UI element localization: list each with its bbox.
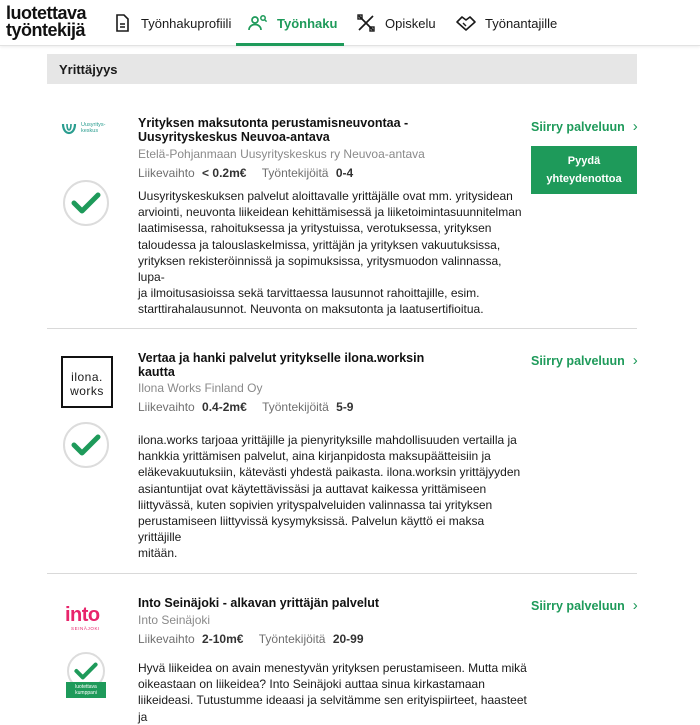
employees-label: Työntekijöitä	[261, 166, 329, 180]
description-line: Uusyrityskeskuksen palvelut aloittavalle yrittäjälle ovat mm. yritysidean	[138, 189, 513, 203]
nav-tyonantajille[interactable]	[456, 0, 557, 46]
card-divider	[47, 328, 637, 329]
service-title-line: Yrityksen maksutonta perustamisneuvontaa -	[138, 116, 409, 130]
chevron-right-icon: ›	[632, 352, 638, 369]
nav-tyonhakuprofiili[interactable]	[112, 0, 231, 46]
description-line: taloudessa ja talouslaskelmissa, yrittäjän ja yrityksen vakuutuksissa,	[138, 237, 501, 252]
service-organization: Into Seinäjoki	[138, 613, 211, 627]
revenue-label: Liikevaihto	[138, 632, 195, 646]
people-search-icon	[248, 13, 268, 33]
description-line: ilona.works tarjoaa yrittäjille ja pienyrityksille mahdollisuuden vertailla ja	[138, 433, 517, 447]
nav-label: Työnhakuprofiili	[141, 15, 232, 31]
nav-label: Opiskelu	[385, 15, 436, 31]
logo-line: ilona.	[71, 370, 103, 384]
verified-check-badge	[63, 180, 109, 226]
revenue-label: Liikevaihto	[138, 400, 195, 414]
service-organization: Ilona Works Finland Oy	[138, 381, 263, 395]
button-label-line: Pyydä	[567, 155, 601, 167]
service-description	[138, 660, 530, 724]
description-line: oikeastaan on liikeidea? Into Seinäjoki auttaa sinua kirkastamaan	[138, 677, 485, 692]
card-divider	[47, 573, 637, 574]
trusted-partner-badge	[66, 682, 106, 698]
description-line: laatimisessa, rahoituksessa ja yritystuissa, verotuksessa, yrityksen	[138, 221, 492, 236]
description-line: liikeideasi. Tutustumme ideaasi ja selvitämme sen erityispiirteet, haasteet ja	[138, 693, 527, 724]
service-meta	[138, 166, 353, 180]
ilona-works-logo	[61, 356, 113, 408]
service-title-line: Uusyrityskeskus Neuvoa-antava	[138, 130, 330, 144]
checkmark-icon	[74, 661, 98, 681]
goto-label: Siirry palveluun	[531, 353, 625, 368]
goto-service-link[interactable]	[531, 118, 638, 135]
employees-value: 0-4	[335, 166, 354, 180]
employees-label: Työntekijöitä	[262, 400, 329, 414]
employees-label: Työntekijöitä	[258, 632, 326, 646]
revenue-value: < 0.2m€	[202, 166, 247, 180]
description-line: yrityksen rekisteröinnissä ja sopimuksissa, yritysmuodon valinnassa, lupa-	[138, 253, 502, 285]
tools-icon	[356, 13, 376, 33]
description-line: asiantuntijat ovat käytettävissäsi ja auttavat kaikessa yrittämiseen	[138, 481, 487, 496]
employees-value: 5-9	[336, 400, 354, 414]
section-title: Yrittäjyys	[59, 62, 118, 77]
goto-service-link[interactable]	[531, 352, 638, 369]
description-line: mitään.	[138, 546, 178, 561]
service-organization: Etelä-Pohjanmaan Uusyrityskeskus ry Neuvoa-antava	[138, 147, 425, 161]
service-meta	[138, 632, 364, 646]
nav-tyonhaku[interactable]	[248, 0, 337, 46]
active-tab-indicator	[236, 43, 344, 46]
service-title-line: Into Seinäjoki - alkavan yrittäjän palvelut	[138, 596, 380, 610]
into-logo-text: into	[65, 604, 100, 626]
description-line: liittyvässä, kuten sopivien yrityspalveluiden valinnassa tai yrityksen	[138, 497, 493, 512]
partner-badge-text: luotettava kumppani	[75, 684, 97, 696]
nav-label: Työnantajille	[485, 15, 558, 31]
service-title[interactable]	[138, 351, 518, 379]
description-line: starttirahalausunnot. Neuvonta on maksutonta ja laatusertifioitua.	[138, 302, 484, 317]
section-header	[47, 54, 637, 84]
service-description	[138, 188, 530, 318]
description-line: hankkia yrittämisen palvelut, aina kirjanpidosta maksupäätteisiin ja	[138, 449, 491, 464]
logo-line-2: työntekijä	[6, 20, 86, 40]
into-logo-sub: SEINÄJOKI	[71, 626, 100, 631]
revenue-value: 0.4-2m€	[202, 400, 247, 414]
description-line: ja ilmoitusasioissa sekä tarvittaessa lausunnot rahoittajille, esim.	[138, 286, 480, 301]
button-label-line: yhteydenottoa	[546, 173, 622, 185]
service-title[interactable]	[138, 596, 518, 610]
description-line: arviointi, neuvonta liikeidean kehittämisessä ja liiketoimintasuunnitelman	[138, 205, 522, 220]
employees-value: 20-99	[332, 632, 364, 646]
request-contact-button[interactable]	[531, 146, 637, 194]
checkmark-icon	[71, 191, 101, 215]
goto-service-link[interactable]	[531, 597, 638, 614]
chevron-right-icon: ›	[632, 118, 638, 135]
service-title[interactable]	[138, 116, 518, 144]
document-icon	[112, 13, 132, 33]
top-navigation-bar	[0, 0, 700, 46]
description-line: perustamiseen liittyvissä kysymyksissä. Palvelun käyttö ei maksa yrittäjille	[138, 514, 485, 545]
description-line: eläkevakuutuksiin, kätevästi yhdestä paikasta. ilona.worksin yrittäjyyden	[138, 465, 521, 480]
goto-label: Siirry palveluun	[531, 119, 625, 134]
checkmark-icon	[71, 433, 101, 457]
revenue-label: Liikevaihto	[138, 166, 195, 180]
service-meta	[138, 400, 353, 414]
service-description	[138, 432, 530, 562]
description-line: Hyvä liikeidea on avain menestyvän yrityksen perustamiseen. Mutta mikä	[138, 661, 527, 675]
service-title-line: kautta	[138, 365, 175, 379]
uusyrityskeskus-logo-text: Uusyritys- keskus	[81, 122, 106, 134]
logo-line: works	[70, 384, 104, 398]
service-title-line: Vertaa ja hanki palvelut yritykselle ilona.worksin	[138, 351, 425, 365]
revenue-value: 2-10m€	[202, 632, 244, 646]
nav-opiskelu[interactable]	[356, 0, 436, 46]
handshake-icon	[456, 13, 476, 33]
chevron-right-icon: ›	[632, 597, 638, 614]
uusyrityskeskus-logo	[61, 120, 115, 138]
goto-label: Siirry palveluun	[531, 598, 625, 613]
verified-check-badge	[63, 422, 109, 468]
site-logo[interactable]	[6, 5, 86, 39]
into-seinajoki-logo	[63, 604, 111, 634]
logo-line-1: luotettava	[6, 3, 87, 23]
nav-label: Työnhaku	[277, 15, 338, 31]
